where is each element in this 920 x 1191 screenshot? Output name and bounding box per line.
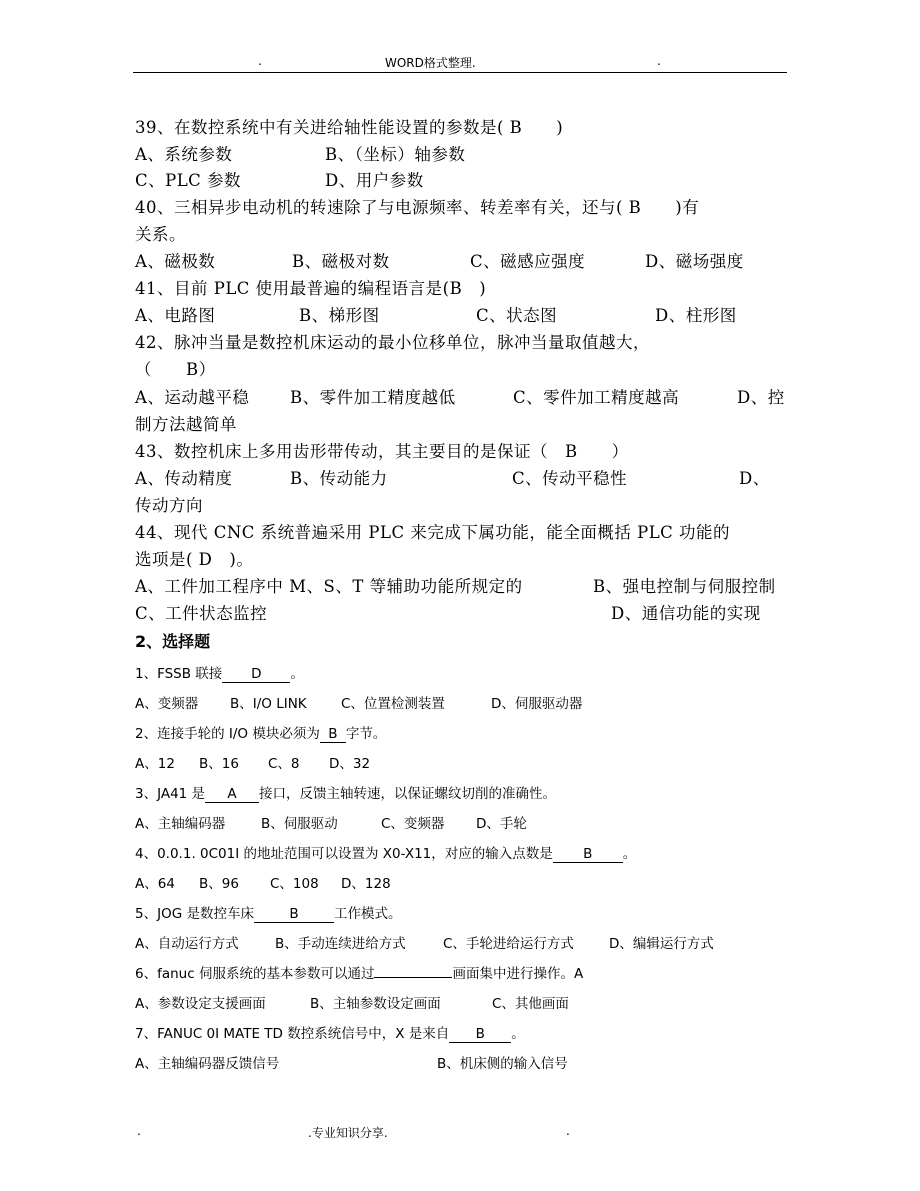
s3-option-d: D、手轮 [476, 816, 527, 832]
s4-stem-post: 。 [622, 846, 637, 862]
s7-stem-pre: 7、FANUC 0I MATE TD 数控系统信号中，X 是来自 [135, 1026, 450, 1042]
s2-stem [135, 722, 386, 743]
q41-option-d: D、柱形图 [655, 306, 737, 325]
q44-option-b: B、强电控制与伺服控制 [593, 577, 776, 596]
section-title: 2、选择题 [135, 632, 211, 651]
q43-option-d-cont: 传动方向 [135, 496, 203, 515]
q40-option-b: B、磁极对数 [292, 252, 390, 271]
s1-stem-post: 。 [290, 666, 304, 682]
q43-option-d: D、 [739, 469, 770, 488]
s2-option-c: C、8 [268, 756, 300, 772]
s7-option-a: A、主轴编码器反馈信号 [135, 1056, 280, 1072]
s4-answer-blank: B [553, 846, 623, 863]
q41-option-a: A、电路图 [135, 306, 216, 325]
s5-stem-post: 工作模式。 [333, 906, 402, 922]
footer-text: .专业知识分享. [308, 1126, 388, 1140]
q39-option-c: C、PLC 参数 [135, 171, 242, 190]
s5-option-b: B、手动连续进给方式 [275, 936, 406, 952]
page-header [0, 54, 920, 74]
q42-option-c: C、零件加工精度越高 [513, 388, 680, 407]
q43-option-a: A、传动精度 [135, 469, 233, 488]
s1-option-c: C、位置检测装置 [341, 696, 445, 712]
q41-stem: 41、目前 PLC 使用最普遍的编程语言是(B ) [135, 279, 487, 298]
s6-option-a: A、参数设定支援画面 [135, 996, 266, 1012]
s4-option-b: B、96 [199, 876, 239, 892]
s7-stem [135, 1022, 525, 1043]
s7-stem-post: 。 [511, 1026, 525, 1042]
q42-option-d-cont: 制方法越简单 [135, 415, 237, 434]
q42-option-b: B、零件加工精度越低 [290, 388, 456, 407]
q44-option-d: D、通信功能的实现 [611, 604, 761, 623]
q40-option-c: C、磁感应强度 [470, 252, 586, 271]
s6-stem [135, 962, 583, 982]
s3-option-a: A、主轴编码器 [135, 816, 226, 832]
s5-answer-blank: B [254, 906, 334, 923]
q44-option-c: C、工件状态监控 [135, 604, 268, 623]
s6-option-b: B、主轴参数设定画面 [310, 996, 441, 1012]
s2-stem-post: 字节。 [345, 726, 387, 742]
s5-option-d: D、编辑运行方式 [609, 936, 714, 952]
q42-stem: 42、脉冲当量是数控机床运动的最小位移单位，脉冲当量取值越大， [135, 333, 650, 352]
s4-option-d: D、128 [341, 876, 391, 892]
s4-option-c: C、108 [270, 876, 319, 892]
s4-stem-pre: 4、0.0.1. 0C01I 的地址范围可以设置为 X0-X11，对应的输入点数是 [135, 846, 553, 862]
s6-answer-blank [374, 964, 452, 979]
s7-option-b: B、机床侧的输入信号 [437, 1056, 568, 1072]
q44-stem-cont: 选项是( D )。 [135, 550, 254, 569]
q40-option-a: A、磁极数 [135, 252, 216, 271]
s6-option-c: C、其他画面 [492, 996, 569, 1012]
footer-dot-left: . [137, 1124, 141, 1138]
s4-option-a: A、64 [135, 876, 175, 892]
q40-option-d: D、磁场强度 [645, 252, 744, 271]
q41-option-b: B、梯形图 [299, 306, 380, 325]
q44-stem: 44、现代 CNC 系统普遍采用 PLC 来完成下属功能，能全面概括 PLC 功能的 [135, 523, 731, 542]
q40-stem-cont: 关系。 [135, 225, 186, 244]
s5-stem [135, 902, 401, 923]
s3-answer-blank: A [205, 786, 259, 803]
header-dot-left: . [258, 54, 262, 68]
q43-option-b: B、传动能力 [290, 469, 388, 488]
s2-option-d: D、32 [329, 756, 371, 772]
s1-stem-pre: 1、FSSB 联接 [135, 666, 223, 682]
q42-option-d: D、控 [737, 388, 785, 407]
q44-option-a: A、工件加工程序中 M、S、T 等辅助功能所规定的 [135, 577, 523, 596]
q43-stem: 43、数控机床上多用齿形带传动，其主要目的是保证（ B ） [135, 442, 629, 461]
q42-stem-cont: （ B） [135, 360, 216, 379]
q43-option-c: C、传动平稳性 [512, 469, 628, 488]
q41-option-c: C、状态图 [476, 306, 558, 325]
s3-stem-post: 接口，反馈主轴转速，以保证螺纹切削的准确性。 [259, 786, 557, 802]
s3-option-c: C、变频器 [381, 816, 445, 832]
header-rule [133, 72, 787, 73]
q39-option-d: D、用户参数 [325, 171, 424, 190]
q40-stem: 40、三相异步电动机的转速除了与电源频率、转差率有关，还与( B )有 [135, 198, 700, 217]
header-dot-right: . [657, 54, 661, 68]
s4-stem [135, 842, 636, 863]
s2-option-a: A、12 [135, 756, 175, 772]
footer-dot-right: . [566, 1124, 570, 1138]
s1-option-b: B、I/O LINK [230, 696, 307, 712]
s6-stem-pre: 6、fanuc 伺服系统的基本参数可以通过 [135, 966, 375, 982]
q39-option-b: B、（坐标）轴参数 [325, 145, 466, 164]
q39-stem: 39、在数控系统中有关进给轴性能设置的参数是( B ) [135, 118, 564, 137]
s7-answer-blank: B [449, 1026, 511, 1043]
s5-option-a: A、自动运行方式 [135, 936, 239, 952]
s3-stem [135, 782, 556, 803]
s6-stem-post: 画面集中进行操作。A [452, 966, 584, 982]
s5-stem-pre: 5、JOG 是数控车床 [135, 906, 254, 922]
q42-option-a: A、运动越平稳 [135, 388, 250, 407]
s2-answer-blank: B [320, 726, 346, 743]
s5-option-c: C、手轮进给运行方式 [443, 936, 574, 952]
s3-stem-pre: 3、JA41 是 [135, 786, 206, 802]
header-title: WORD格式整理. [385, 56, 476, 70]
s1-stem [135, 662, 304, 683]
s1-option-a: A、变频器 [135, 696, 199, 712]
s2-option-b: B、16 [199, 756, 239, 772]
s1-answer-blank: D [222, 666, 290, 683]
s2-stem-pre: 2、连接手轮的 I/O 模块必须为 [135, 726, 320, 742]
s3-option-b: B、伺服驱动 [261, 816, 338, 832]
q39-option-a: A、系统参数 [135, 145, 233, 164]
s1-option-d: D、伺服驱动器 [491, 696, 583, 712]
